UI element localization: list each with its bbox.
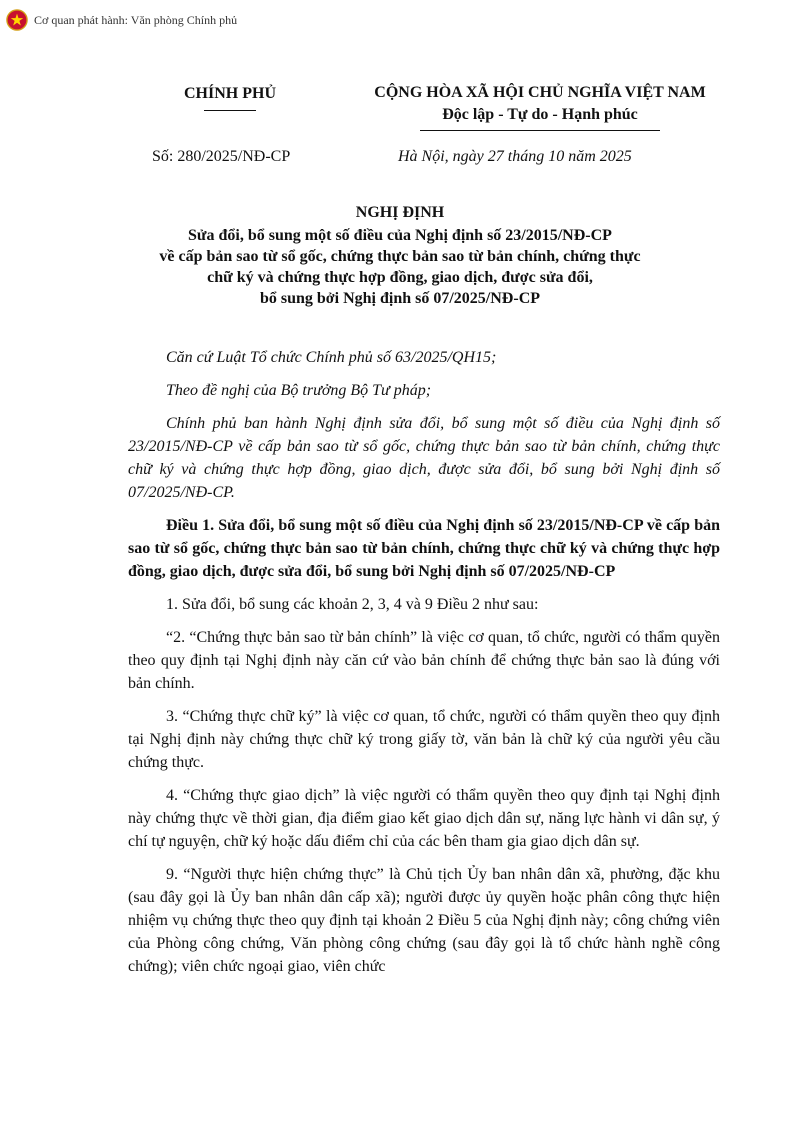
subtitle-line: bổ sung bởi Nghị định số 07/2025/NĐ-CP [259, 290, 541, 307]
article-1-heading: Điều 1. Sửa đổi, bổ sung một số điều của Nghị định số 23/2015/NĐ-CP về cấp bản sao từ sổ gốc, chứng thực bản sao từ bản chính, chứng thực chữ ký và chứng thực hợp đồng, giao dịch, được sửa đổi, bổ sung bởi Nghị định số 07/2025/NĐ-CP [128, 517, 720, 580]
subtitle-line: chữ ký và chứng thực hợp đồng, giao dịch, được sửa đổi, [207, 269, 593, 286]
country-name: CỘNG HÒA XÃ HỘI CHỦ NGHĨA VIỆT NAM [374, 84, 706, 101]
subtitle-line: về cấp bản sao từ sổ gốc, chứng thực bản sao từ bản chính, chứng thực [159, 248, 641, 265]
clause-intro: 1. Sửa đổi, bổ sung các khoản 2, 3, 4 và 9 Điều 2 như sau: [166, 596, 539, 613]
clause-item: “2. “Chứng thực bản sao từ bản chính” là việc cơ quan, tổ chức, người có thẩm quyền theo quy định tại Nghị định này căn cứ vào bản chính để chứng thực bản sao là đúng với bản chính. [128, 629, 720, 692]
motto-underline [420, 130, 660, 131]
document-header [0, 82, 800, 172]
agency-block [150, 82, 310, 111]
subtitle-line: Sửa đổi, bổ sung một số điều của Nghị định số 23/2015/NĐ-CP [188, 227, 612, 244]
document-type: NGHỊ ĐỊNH [355, 204, 445, 221]
issuer-text: Cơ quan phát hành: Văn phòng Chính phủ [34, 12, 238, 27]
legal-basis: Căn cứ Luật Tổ chức Chính phủ số 63/2025/QH15; [166, 349, 497, 366]
issuer-banner [6, 8, 237, 32]
national-title-block [355, 82, 725, 131]
proposal-basis: Theo đề nghị của Bộ trưởng Bộ Tư pháp; [166, 382, 432, 399]
clause-item: 4. “Chứng thực giao dịch” là việc người có thẩm quyền theo quy định tại Nghị định này chứng thực về thời gian, địa điểm giao kết giao dịch dân sự, năng lực hành vi dân sự, ý chí tự nguyện, chữ ký hoặc dấu điểm chỉ của các bên tham gia giao dịch dân sự. [128, 787, 720, 850]
document-body [128, 346, 720, 988]
place-and-date: Hà Nội, ngày 27 tháng 10 năm 2025 [398, 148, 632, 165]
agency-underline [204, 110, 256, 111]
document-title [110, 201, 690, 309]
clause-item: 3. “Chứng thực chữ ký” là việc cơ quan, tổ chức, người có thẩm quyền theo quy định tại Nghị định này chứng thực chữ ký trong giấy tờ, văn bản là chữ ký của người yêu cầu chứng thực. [128, 708, 720, 771]
document-number: Số: 280/2025/NĐ-CP [152, 148, 291, 165]
national-emblem-icon [6, 9, 28, 31]
promulgation-statement: Chính phủ ban hành Nghị định sửa đổi, bổ sung một số điều của Nghị định số 23/2015/NĐ-CP về cấp bản sao từ sổ gốc, chứng thực bản sao từ bản chính, chứng thực chữ ký và chứng thực hợp đồng, giao dịch, được sửa đổi, bổ sung bởi Nghị định số 07/2025/NĐ-CP. [128, 415, 720, 501]
national-motto: Độc lập - Tự do - Hạnh phúc [442, 106, 638, 123]
clause-item: 9. “Người thực hiện chứng thực” là Chủ tịch Ủy ban nhân dân xã, phường, đặc khu (sau đây gọi là Ủy ban nhân dân cấp xã); người được ủy quyền hoặc phân công thực hiện nhiệm vụ chứng thực theo quy định tại khoản 2 Điều 5 của Nghị định này; công chứng viên của Phòng công chứng, Văn phòng công chứng (sau đây gọi là tổ chức hành nghề công chứng); viên chức ngoại giao, viên chức [128, 866, 720, 975]
agency-name: CHÍNH PHỦ [184, 85, 276, 102]
